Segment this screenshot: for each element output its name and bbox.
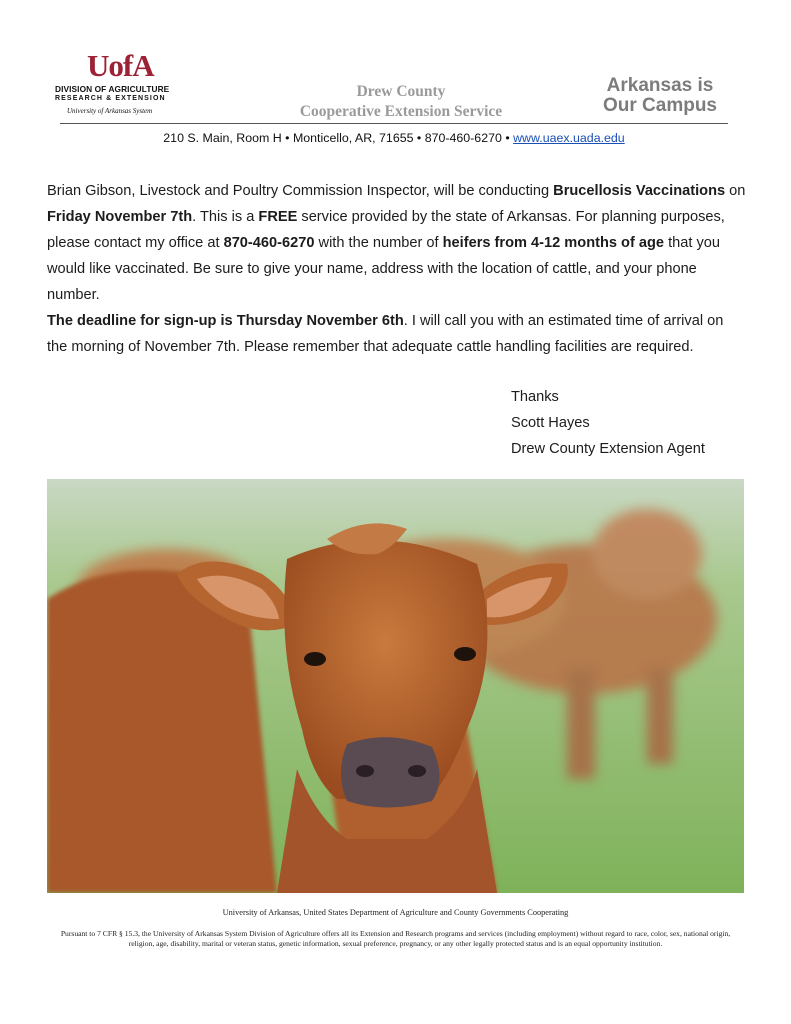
p2-run-1: . I will call you with an estimated time of arrival on the morning of November 7th. Please remember that adequate cattle handling facilities are required. bbox=[47, 313, 724, 355]
logo-system-text: University of Arkansas System bbox=[67, 107, 153, 115]
header-divider bbox=[60, 123, 728, 124]
p1-run-10: that you would like vaccinated. Be sure to give your name, address with the location of cattle, and your phone number. bbox=[47, 235, 721, 303]
p1-run-0: Brian Gibson, Livestock and Poultry Commission Inspector, will be conducting bbox=[47, 183, 554, 199]
p1-run-3: Friday November 7th bbox=[47, 209, 193, 225]
cow-illustration bbox=[47, 479, 744, 893]
office-county: Drew County bbox=[356, 83, 446, 100]
office-name bbox=[270, 82, 532, 122]
p1-run-1: Brucellosis Vaccinations bbox=[553, 183, 726, 199]
logo-division-text: DIVISION OF AGRICULTURE bbox=[55, 84, 170, 94]
p1-run-7: 870-460-6270 bbox=[223, 235, 315, 251]
p1-run-4: . This is a bbox=[192, 209, 259, 225]
p2-run-0: The deadline for sign-up is Thursday November 6th bbox=[47, 313, 404, 329]
p1-run-5: FREE bbox=[258, 209, 298, 225]
signature-closing: Thanks bbox=[511, 389, 559, 405]
tagline bbox=[580, 76, 740, 116]
tagline-line1: Arkansas is bbox=[606, 75, 714, 96]
p1-run-9: heifers from 4-12 months of age bbox=[442, 235, 665, 251]
cow-photo bbox=[47, 479, 744, 893]
p1-run-6: service provided by the state of Arkansas. For planning purposes, please contact my office at bbox=[47, 209, 725, 251]
logo-mark: UofA bbox=[87, 48, 154, 83]
announcement-paragraph-1 bbox=[47, 178, 747, 308]
p1-run-2: on bbox=[725, 183, 746, 199]
announcement-paragraph-2 bbox=[47, 308, 747, 360]
logo-research-text: RESEARCH & EXTENSION bbox=[55, 95, 166, 102]
office-service: Cooperative Extension Service bbox=[299, 103, 503, 120]
website-link[interactable]: www.uaex.uada.edu bbox=[513, 131, 625, 145]
footer-cooperating-line: University of Arkansas, United States Department of Agriculture and County Governments Cooperating bbox=[222, 908, 569, 917]
address-line bbox=[60, 131, 728, 145]
p1-run-8: with the number of bbox=[314, 235, 443, 251]
address-text: 210 S. Main, Room H • Monticello, AR, 71655 • 870-460-6270 • bbox=[163, 131, 514, 145]
announcement-body bbox=[47, 178, 747, 360]
signature-title: Drew County Extension Agent bbox=[511, 441, 705, 457]
footer-nondiscrimination: Pursuant to 7 CFR § 15.3, the University of Arkansas System Division of Agriculture offers all its Extension and Research programs and services (including employment) without regard to race, color, sex, national origin, religion, age, disability, marital or veteran status, genetic information, sexual preference, pregnancy, or any other legally protected status and is an equal opportunity institution. bbox=[60, 929, 731, 948]
uofa-logo bbox=[55, 50, 180, 120]
signature-name: Scott Hayes bbox=[511, 415, 590, 431]
signature-block bbox=[511, 384, 705, 462]
tagline-line2: Our Campus bbox=[602, 95, 718, 116]
